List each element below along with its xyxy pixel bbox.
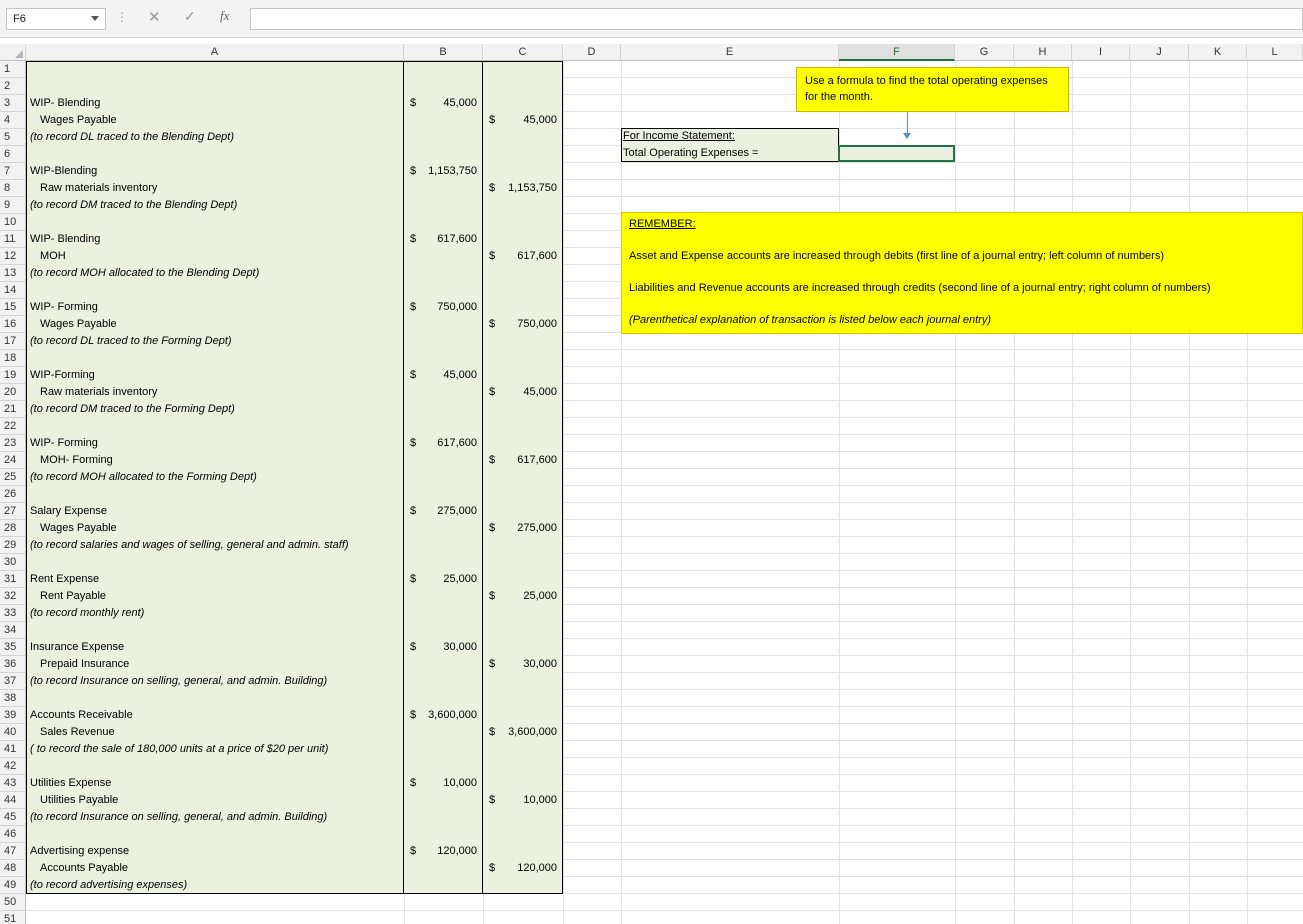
row-header-33[interactable]: 33 bbox=[0, 605, 26, 622]
credit-account[interactable]: Raw materials inventory bbox=[40, 386, 158, 398]
credit-amount-value: 120,000 bbox=[517, 862, 557, 874]
row-header-38[interactable]: 38 bbox=[0, 690, 26, 707]
row-header-50[interactable]: 50 bbox=[0, 894, 26, 911]
credit-account[interactable]: Rent Payable bbox=[40, 590, 107, 602]
credit-amount[interactable] bbox=[483, 792, 563, 809]
enter-check-icon[interactable]: ✓ bbox=[184, 8, 196, 24]
entry-explanation[interactable]: (to record MOH allocated to the Blending Dept) bbox=[30, 267, 260, 279]
credit-amount-sign: $ bbox=[489, 318, 496, 330]
column-header-c[interactable]: C bbox=[483, 44, 563, 61]
credit-amount[interactable] bbox=[483, 384, 563, 401]
row-header-22[interactable]: 22 bbox=[0, 418, 26, 435]
row-header-49[interactable]: 49 bbox=[0, 877, 26, 894]
entry-explanation[interactable]: (to record MOH allocated to the Forming Dept) bbox=[30, 471, 257, 483]
debit-amount[interactable] bbox=[404, 299, 483, 316]
credit-amount[interactable] bbox=[483, 180, 563, 197]
debit-amount[interactable] bbox=[404, 95, 483, 112]
debit-amount[interactable] bbox=[404, 571, 483, 588]
credit-amount-sign: $ bbox=[489, 250, 496, 262]
row-header-37[interactable]: 37 bbox=[0, 673, 26, 690]
arrow-down-icon bbox=[903, 133, 911, 139]
remember-title: REMEMBER: bbox=[629, 218, 696, 230]
row-header-51[interactable]: 51 bbox=[0, 911, 26, 924]
column-header-e[interactable]: E bbox=[621, 44, 839, 61]
formula-instruction-note: Use a formula to find the total operating expenses for the month. bbox=[796, 67, 1069, 112]
debit-amount[interactable] bbox=[404, 843, 483, 860]
column-header-b[interactable]: B bbox=[404, 44, 483, 61]
credit-amount-sign: $ bbox=[489, 726, 496, 738]
row-header-21[interactable]: 21 bbox=[0, 401, 26, 418]
journal-region-b bbox=[403, 61, 483, 894]
debit-amount-value: 617,600 bbox=[437, 233, 477, 245]
column-header-l[interactable]: L bbox=[1247, 44, 1303, 61]
credit-amount-value: 25,000 bbox=[523, 590, 557, 602]
debit-amount-sign: $ bbox=[410, 573, 417, 585]
debit-amount-value: 1,153,750 bbox=[428, 165, 477, 177]
credit-amount-sign: $ bbox=[489, 114, 496, 126]
debit-amount-value: 10,000 bbox=[443, 777, 477, 789]
debit-amount[interactable] bbox=[404, 503, 483, 520]
debit-amount[interactable] bbox=[404, 775, 483, 792]
credit-amount-value: 45,000 bbox=[523, 114, 557, 126]
name-box[interactable] bbox=[6, 8, 106, 30]
column-header-f[interactable]: F bbox=[839, 44, 955, 61]
debit-amount-sign: $ bbox=[410, 845, 417, 857]
credit-account[interactable]: MOH bbox=[40, 250, 66, 262]
debit-amount-value: 120,000 bbox=[437, 845, 477, 857]
row-header-31[interactable]: 31 bbox=[0, 571, 26, 588]
row-header-3[interactable]: 3 bbox=[0, 95, 26, 112]
credit-amount-value: 617,600 bbox=[517, 250, 557, 262]
grid-column-line bbox=[621, 61, 622, 924]
row-header-15[interactable]: 15 bbox=[0, 299, 26, 316]
debit-amount-sign: $ bbox=[410, 709, 417, 721]
column-header-h[interactable]: H bbox=[1014, 44, 1072, 61]
row-header-17[interactable]: 17 bbox=[0, 333, 26, 350]
debit-amount-value: 750,000 bbox=[437, 301, 477, 313]
row-header-28[interactable]: 28 bbox=[0, 520, 26, 537]
debit-amount-sign: $ bbox=[410, 369, 417, 381]
cancel-icon[interactable]: ✕ bbox=[148, 9, 161, 26]
entry-explanation[interactable]: (to record salaries and wages of selling, general and admin. staff) bbox=[30, 539, 349, 551]
credit-amount[interactable] bbox=[483, 452, 563, 469]
row-header-46[interactable]: 46 bbox=[0, 826, 26, 843]
row-header-7[interactable]: 7 bbox=[0, 163, 26, 180]
debit-amount-sign: $ bbox=[410, 97, 417, 109]
remember-note bbox=[621, 212, 1303, 334]
credit-amount[interactable] bbox=[483, 112, 563, 129]
name-box-value: F6 bbox=[13, 13, 26, 25]
credit-account[interactable]: Raw materials inventory bbox=[40, 182, 158, 194]
credit-amount-sign: $ bbox=[489, 454, 496, 466]
credit-amount-sign: $ bbox=[489, 658, 496, 670]
entry-explanation[interactable]: (to record advertising expenses) bbox=[30, 879, 188, 891]
debit-amount-value: 3,600,000 bbox=[428, 709, 477, 721]
entry-explanation[interactable]: (to record DL traced to the Forming Dept) bbox=[30, 335, 232, 347]
credit-amount-sign: $ bbox=[489, 862, 496, 874]
debit-account[interactable]: Rent Expense bbox=[30, 573, 100, 585]
row-header-36[interactable]: 36 bbox=[0, 656, 26, 673]
row-header-27[interactable]: 27 bbox=[0, 503, 26, 520]
debit-amount-value: 25,000 bbox=[443, 573, 477, 585]
debit-amount[interactable] bbox=[404, 367, 483, 384]
more-dots-icon: ⋮ bbox=[116, 10, 128, 24]
debit-account[interactable]: WIP- Blending bbox=[30, 233, 101, 245]
debit-amount-sign: $ bbox=[410, 641, 417, 653]
row-header-5[interactable]: 5 bbox=[0, 129, 26, 146]
row-header-24[interactable]: 24 bbox=[0, 452, 26, 469]
select-all-triangle-icon bbox=[15, 50, 23, 58]
entry-explanation[interactable]: (to record Insurance on selling, general, and admin. Building) bbox=[30, 675, 328, 687]
row-header-10[interactable]: 10 bbox=[0, 214, 26, 231]
row-header-19[interactable]: 19 bbox=[0, 367, 26, 384]
spreadsheet-grid[interactable] bbox=[0, 44, 1303, 924]
debit-amount-sign: $ bbox=[410, 165, 417, 177]
debit-amount-value: 45,000 bbox=[443, 97, 477, 109]
row-header-18[interactable]: 18 bbox=[0, 350, 26, 367]
row-header-43[interactable]: 43 bbox=[0, 775, 26, 792]
credit-account[interactable]: Wages Payable bbox=[40, 522, 117, 534]
credit-amount[interactable] bbox=[483, 656, 563, 673]
debit-account[interactable]: Accounts Receivable bbox=[30, 709, 133, 721]
credit-account[interactable]: Wages Payable bbox=[40, 318, 117, 330]
row-header-47[interactable]: 47 bbox=[0, 843, 26, 860]
grid-column-line bbox=[1189, 61, 1190, 924]
debit-amount[interactable] bbox=[404, 639, 483, 656]
row-header-35[interactable]: 35 bbox=[0, 639, 26, 656]
debit-amount-value: 45,000 bbox=[443, 369, 477, 381]
credit-amount-value: 10,000 bbox=[523, 794, 557, 806]
remember-credits: Liabilities and Revenue accounts are increased through credits (second line of a journal entry; right column of numbers) bbox=[629, 282, 1211, 294]
column-header-a[interactable]: A bbox=[26, 44, 404, 61]
row-header-48[interactable]: 48 bbox=[0, 860, 26, 877]
debit-amount[interactable] bbox=[404, 231, 483, 248]
row-header-40[interactable]: 40 bbox=[0, 724, 26, 741]
row-header-8[interactable]: 8 bbox=[0, 180, 26, 197]
credit-account[interactable]: Sales Revenue bbox=[40, 726, 115, 738]
row-header-9[interactable]: 9 bbox=[0, 197, 26, 214]
chevron-down-icon[interactable] bbox=[91, 16, 99, 21]
total-operating-expenses-label[interactable]: Total Operating Expenses = bbox=[623, 147, 759, 159]
row-header-25[interactable]: 25 bbox=[0, 469, 26, 486]
row-header-2[interactable]: 2 bbox=[0, 78, 26, 95]
debit-account[interactable]: WIP-Blending bbox=[30, 165, 98, 177]
row-header-44[interactable]: 44 bbox=[0, 792, 26, 809]
column-header-k[interactable]: K bbox=[1189, 44, 1247, 61]
entry-explanation[interactable]: (to record DM traced to the Blending Dept) bbox=[30, 199, 238, 211]
debit-account[interactable]: WIP- Forming bbox=[30, 301, 98, 313]
credit-amount[interactable] bbox=[483, 724, 563, 741]
row-header-11[interactable]: 11 bbox=[0, 231, 26, 248]
debit-amount-value: 617,600 bbox=[437, 437, 477, 449]
debit-amount-value: 275,000 bbox=[437, 505, 477, 517]
grid-column-line bbox=[1247, 61, 1248, 924]
grid-column-line bbox=[1130, 61, 1131, 924]
credit-amount[interactable] bbox=[483, 520, 563, 537]
debit-amount[interactable] bbox=[404, 163, 483, 180]
credit-account[interactable]: Wages Payable bbox=[40, 114, 117, 126]
column-header-i[interactable]: I bbox=[1072, 44, 1130, 61]
row-header-42[interactable]: 42 bbox=[0, 758, 26, 775]
row-header-39[interactable]: 39 bbox=[0, 707, 26, 724]
credit-account[interactable]: Accounts Payable bbox=[40, 862, 129, 874]
credit-amount-value: 45,000 bbox=[523, 386, 557, 398]
debit-amount-sign: $ bbox=[410, 777, 417, 789]
credit-amount-sign: $ bbox=[489, 386, 496, 398]
credit-account[interactable]: Utilities Payable bbox=[40, 794, 119, 806]
row-header-14[interactable]: 14 bbox=[0, 282, 26, 299]
row-header-26[interactable]: 26 bbox=[0, 486, 26, 503]
credit-amount-value: 750,000 bbox=[517, 318, 557, 330]
row-header-12[interactable]: 12 bbox=[0, 248, 26, 265]
debit-amount-sign: $ bbox=[410, 301, 417, 313]
active-cell-selection bbox=[838, 145, 955, 162]
debit-account[interactable]: Utilities Expense bbox=[30, 777, 112, 789]
credit-amount[interactable] bbox=[483, 248, 563, 265]
grid-column-line bbox=[955, 61, 956, 924]
grid-column-line bbox=[839, 61, 840, 924]
debit-account[interactable]: WIP- Forming bbox=[30, 437, 98, 449]
debit-account[interactable]: Salary Expense bbox=[30, 505, 108, 517]
row-header-6[interactable]: 6 bbox=[0, 146, 26, 163]
row-header-29[interactable]: 29 bbox=[0, 537, 26, 554]
grid-column-line bbox=[1014, 61, 1015, 924]
credit-amount-sign: $ bbox=[489, 182, 496, 194]
remember-debits: Asset and Expense accounts are increased through debits (first line of a journal entry; left column of numbers) bbox=[629, 250, 1165, 262]
income-statement-header[interactable]: For Income Statement: bbox=[623, 130, 735, 142]
debit-amount-sign: $ bbox=[410, 505, 417, 517]
column-header-j[interactable]: J bbox=[1130, 44, 1189, 61]
row-header-13[interactable]: 13 bbox=[0, 265, 26, 282]
credit-amount-sign: $ bbox=[489, 522, 496, 534]
credit-account[interactable]: MOH- Forming bbox=[40, 454, 113, 466]
entry-explanation[interactable]: (to record monthly rent) bbox=[30, 607, 145, 619]
row-header-16[interactable]: 16 bbox=[0, 316, 26, 333]
debit-account[interactable]: Insurance Expense bbox=[30, 641, 125, 653]
formula-input[interactable] bbox=[250, 8, 1303, 30]
debit-amount[interactable] bbox=[404, 435, 483, 452]
grid-column-line bbox=[563, 61, 564, 924]
debit-account[interactable]: WIP-Forming bbox=[30, 369, 95, 381]
entry-explanation[interactable]: (to record Insurance on selling, general, and admin. Building) bbox=[30, 811, 328, 823]
grid-column-line bbox=[1072, 61, 1073, 924]
debit-amount[interactable] bbox=[404, 707, 483, 724]
row-header-20[interactable]: 20 bbox=[0, 384, 26, 401]
arrow-line bbox=[907, 112, 908, 134]
row-header-45[interactable]: 45 bbox=[0, 809, 26, 826]
debit-amount-value: 30,000 bbox=[443, 641, 477, 653]
row-header-23[interactable]: 23 bbox=[0, 435, 26, 452]
column-header-d[interactable]: D bbox=[563, 44, 621, 61]
credit-amount-value: 30,000 bbox=[523, 658, 557, 670]
row-header-32[interactable]: 32 bbox=[0, 588, 26, 605]
row-header-30[interactable]: 30 bbox=[0, 554, 26, 571]
debit-account[interactable]: WIP- Blending bbox=[30, 97, 101, 109]
row-header-4[interactable]: 4 bbox=[0, 112, 26, 129]
row-header-34[interactable]: 34 bbox=[0, 622, 26, 639]
credit-amount-value: 617,600 bbox=[517, 454, 557, 466]
credit-amount[interactable] bbox=[483, 316, 563, 333]
select-all-corner[interactable] bbox=[0, 44, 26, 61]
credit-amount-sign: $ bbox=[489, 590, 496, 602]
row-header-1[interactable]: 1 bbox=[0, 61, 26, 78]
entry-explanation[interactable]: ( to record the sale of 180,000 units at a price of $20 per unit) bbox=[30, 743, 329, 755]
row-header-41[interactable]: 41 bbox=[0, 741, 26, 758]
entry-explanation[interactable]: (to record DL traced to the Blending Dept) bbox=[30, 131, 235, 143]
credit-amount-value: 1,153,750 bbox=[508, 182, 557, 194]
debit-account[interactable]: Advertising expense bbox=[30, 845, 130, 857]
credit-amount-value: 3,600,000 bbox=[508, 726, 557, 738]
insert-function-icon[interactable]: fx bbox=[220, 8, 230, 23]
column-header-g[interactable]: G bbox=[955, 44, 1014, 61]
credit-amount[interactable] bbox=[483, 588, 563, 605]
formula-bar bbox=[0, 0, 1303, 38]
grid-row-line bbox=[26, 910, 1303, 911]
remember-parenthetical: (Parenthetical explanation of transaction is listed below each journal entry) bbox=[629, 314, 991, 326]
credit-account[interactable]: Prepaid Insurance bbox=[40, 658, 130, 670]
credit-amount[interactable] bbox=[483, 860, 563, 877]
entry-explanation[interactable]: (to record DM traced to the Forming Dept) bbox=[30, 403, 235, 415]
debit-amount-sign: $ bbox=[410, 233, 417, 245]
credit-amount-value: 275,000 bbox=[517, 522, 557, 534]
credit-amount-sign: $ bbox=[489, 794, 496, 806]
debit-amount-sign: $ bbox=[410, 437, 417, 449]
